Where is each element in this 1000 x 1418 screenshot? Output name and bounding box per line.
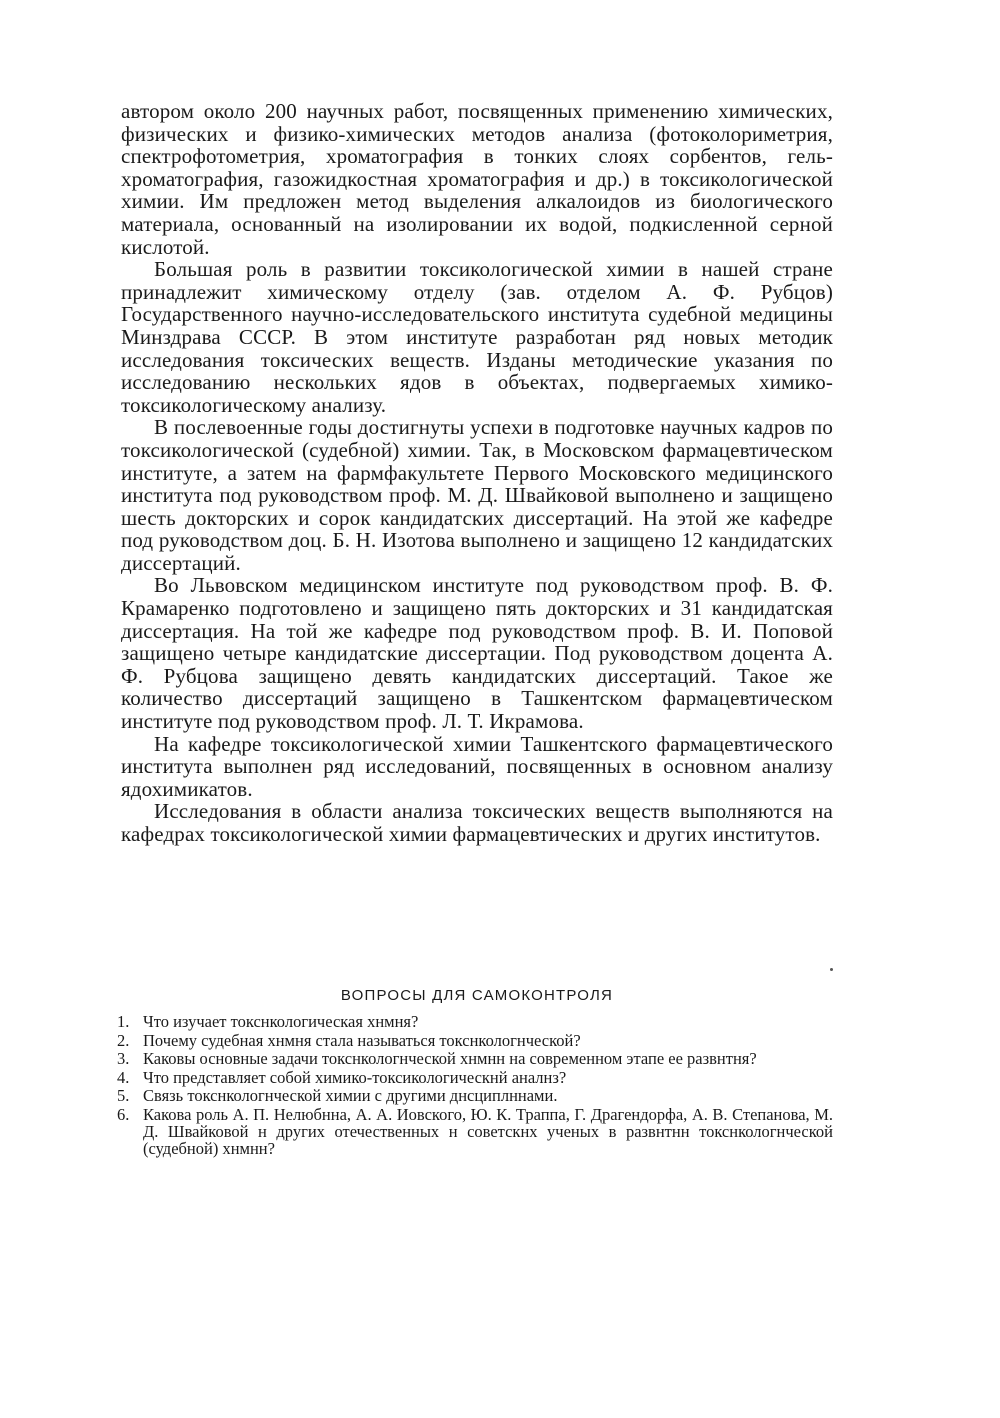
body-text: [121, 100, 833, 846]
question-text: Каковы основные задачи токснкологнческой хнмнн на современном этапе ее развнтня?: [143, 1049, 757, 1068]
list-item: [117, 1106, 833, 1158]
paragraph: Во Львовском медицинском институте под руководством проф. В. Ф. Крамаренко подготовлено и защищено пять докторских и 31 кандидатская диссертация. На той же кафедре под руководством проф. В. И. Поповой защищено четыре кандидатские диссертации. Под руководством доцента А. Ф. Рубцова защищено девять кандидатских диссертаций. Такое же количество диссертаций защищено в Ташкентском фармацевтическом институте под руководством проф. Л. Т. Икрамова.: [121, 573, 833, 734]
question-text: Связь токснкологнческой химии с другими днсциплннами.: [143, 1086, 558, 1105]
question-text: Что изучает токснкологическая хнмня?: [143, 1012, 419, 1031]
paragraph: На кафедре токсикологической химии Ташкентского фармацевтического института выполнен ряд исследований, посвященных в основном анализу ядохимикатов.: [121, 731, 833, 801]
list-item: [117, 1069, 833, 1086]
question-number: 5.: [117, 1086, 130, 1105]
question-text: Почему судебная хнмня стала называться токснкологнческой?: [143, 1030, 581, 1050]
question-text: Какова роль А. П. Нелюбнна, А. А. Иовского, Ю. К. Траппа, Г. Драгендорфа, А. В. Степанова, М. Д. Швайковой н других отечественных н советскнх ученых в развнтнн токснкологнческой (судебной) хнмнн?: [143, 1104, 833, 1158]
question-number: 2.: [117, 1030, 130, 1050]
section-heading: ВОПРОСЫ ДЛЯ САМОКОНТРОЛЯ: [340, 987, 614, 1005]
question-number: 6.: [117, 1104, 130, 1124]
list-item: [117, 1050, 833, 1067]
list-item: [117, 1087, 833, 1104]
question-number: 4.: [117, 1067, 130, 1087]
ink-speck: [830, 968, 833, 971]
paragraph: Исследования в области анализа токсических веществ выполняются на кафедрах токсикологической химии фармацевтических и других институтов.: [121, 799, 833, 846]
list-item: [117, 1013, 833, 1030]
paragraph: В послевоенные годы достигнуты успехи в подготовке научных кадров по токсикологической (судебной) химии. Так, в Московском фармацевтическом институте, а затем на фармфакультете Первого Московского медицинского института под руководством проф. М. Д. Швайковой выполнено и защищено шесть докторских и сорок кандидатских диссертаций. На этой же кафедре под руководством доц. Б. Н. Изотова выполнено и защищено 12 кандидатских диссертаций.: [121, 415, 833, 575]
list-item: [117, 1032, 833, 1049]
paragraph: автором около 200 научных работ, посвященных применению химических, физических и физико-химических методов анализа (фотоколориметрия, спектрофотометрия, хроматография в тонких слоях сорбентов, гель-хроматография, газожидкостная хроматография и др.) в токсикологической химии. Им предложен метод выделения алкалоидов из биологического материала, основанный на изолировании их водой, подкисленной серной кислотой.: [121, 99, 833, 259]
question-number: 1.: [117, 1012, 130, 1031]
question-number: 3.: [117, 1049, 130, 1068]
question-text: Что представляет собой химико-токсикологическнй аналнз?: [143, 1067, 567, 1087]
question-list: [117, 1013, 833, 1158]
paragraph: Большая роль в развитии токсикологической химии в нашей стране принадлежит химическому отделу (зав. отделом А. Ф. Рубцов) Государственного научно-исследовательского института судебной медицины Минздрава СССР. В этом институте разработан ряд новых методик исследования токсических веществ. Изданы методические указания по исследованию нескольких ядов в объектах, подвергаемых химико-токсикологическому анализу.: [121, 257, 833, 417]
